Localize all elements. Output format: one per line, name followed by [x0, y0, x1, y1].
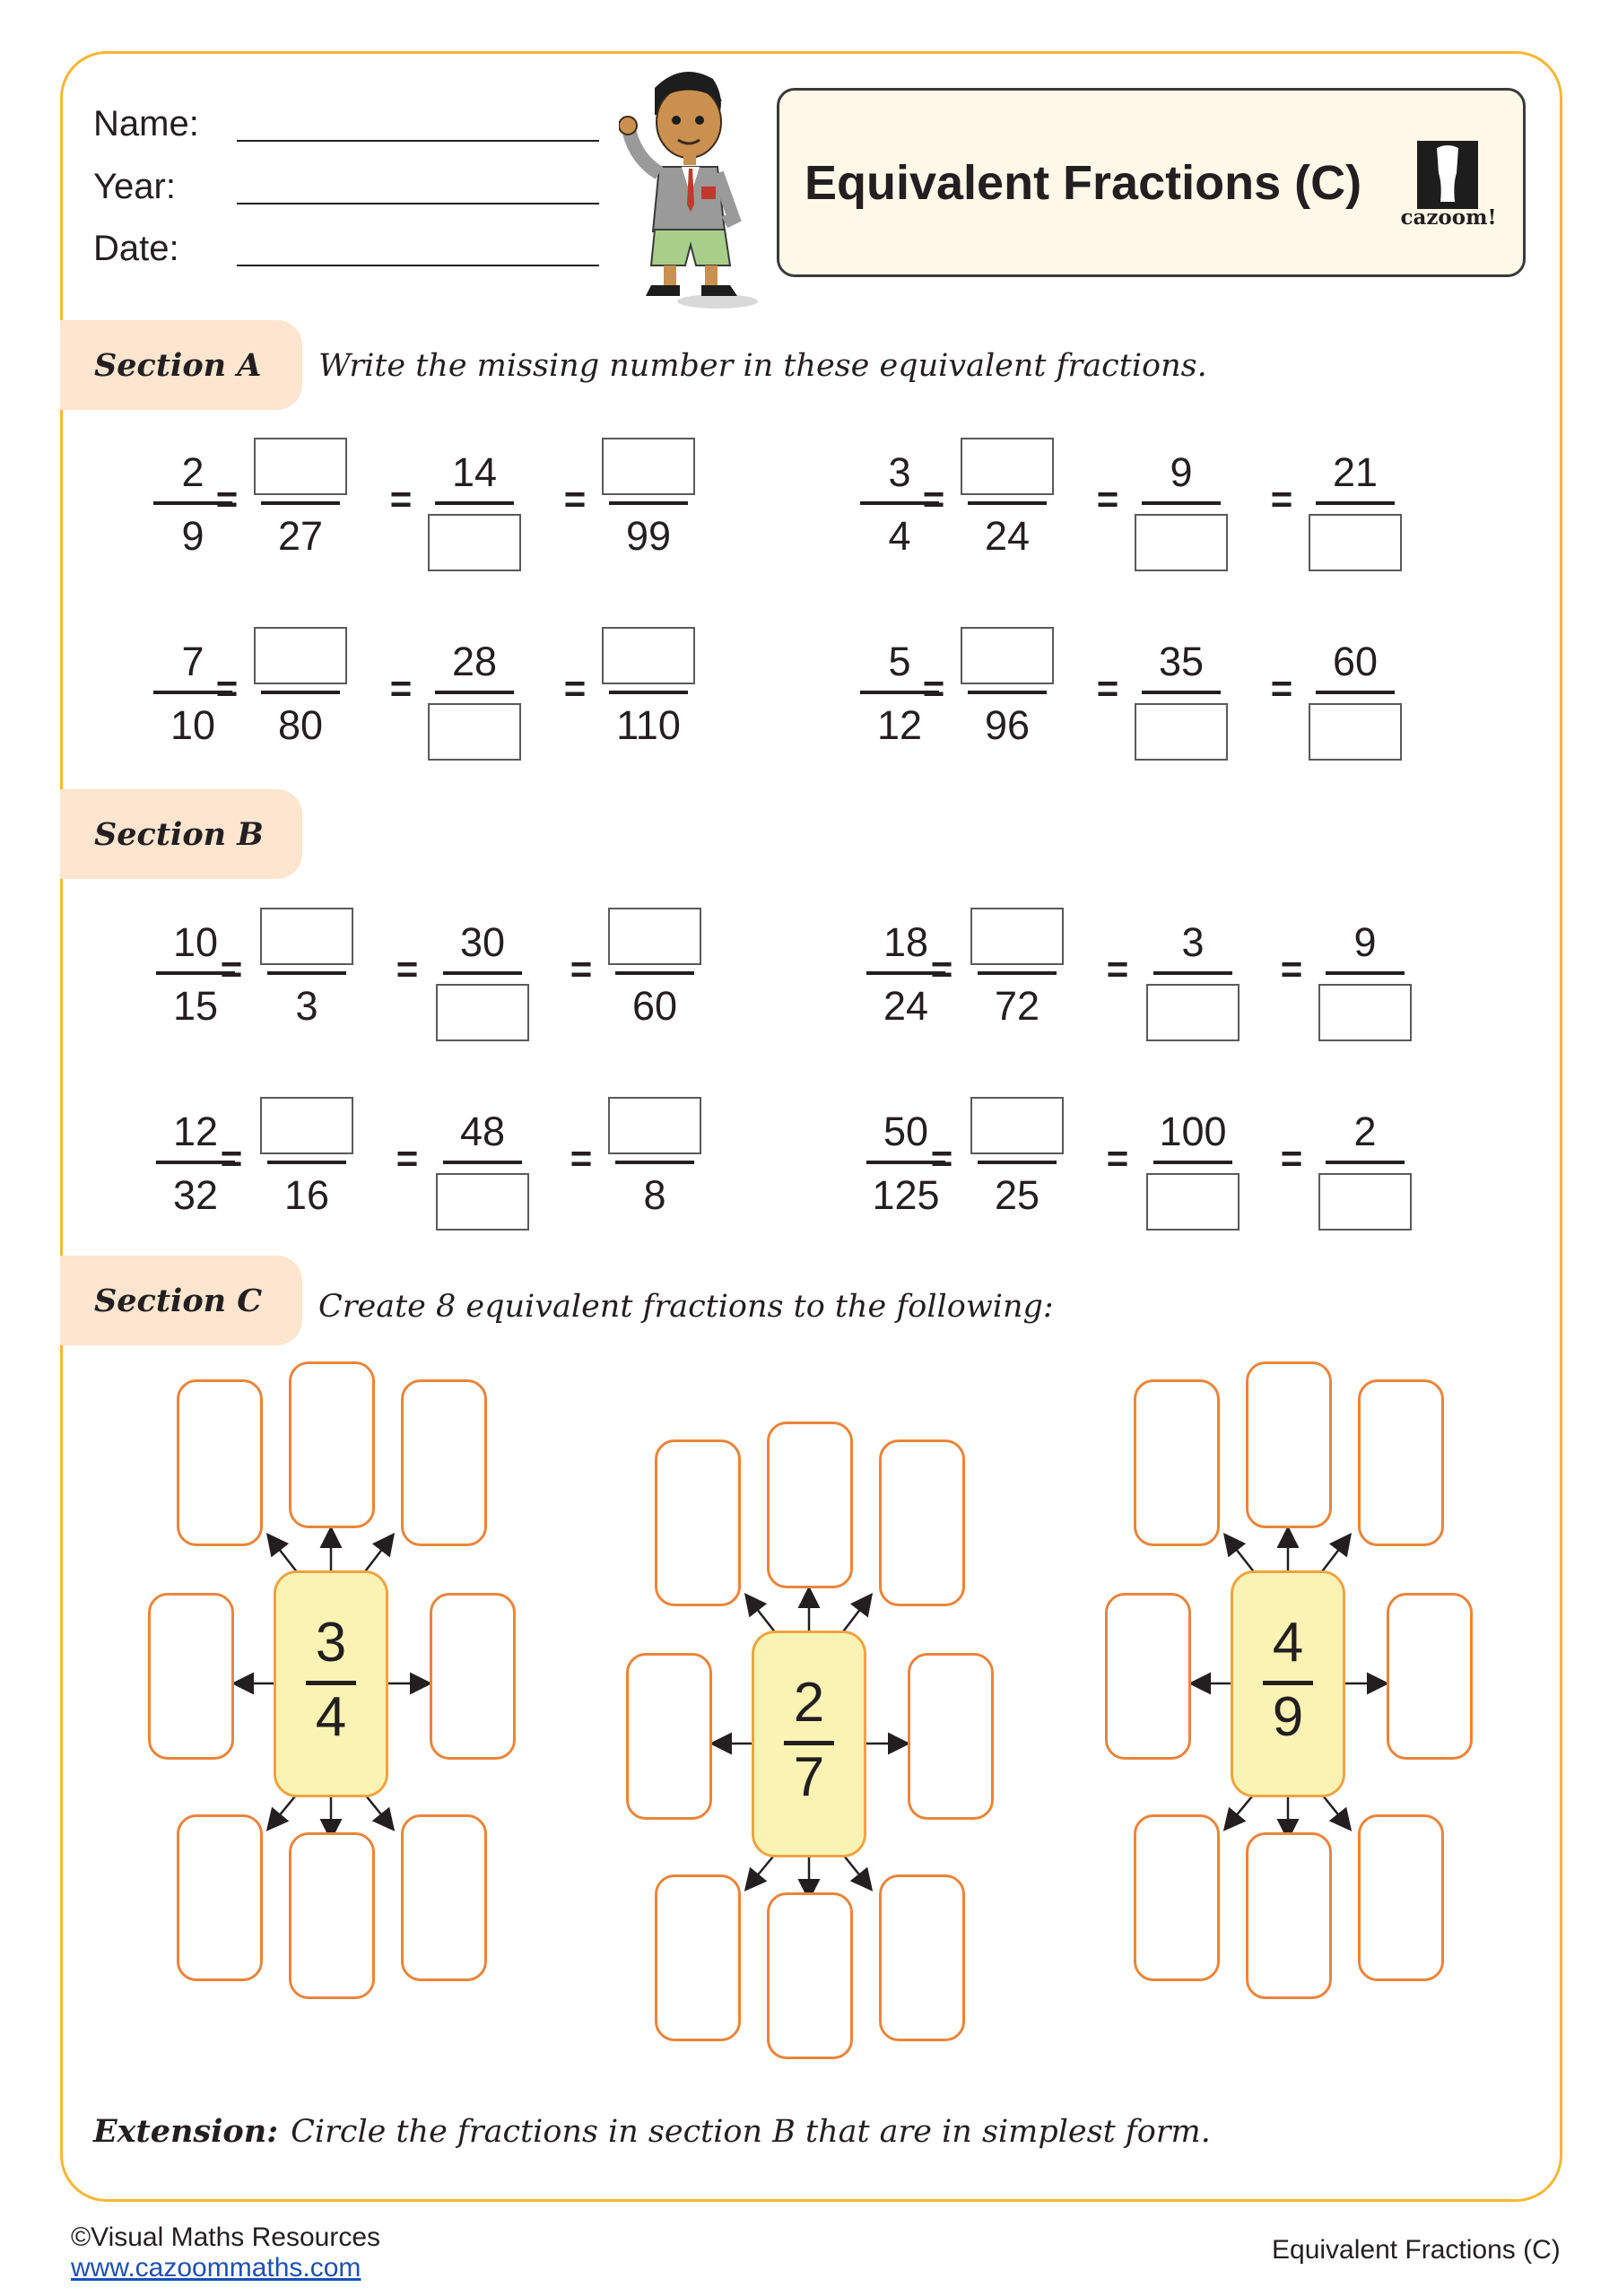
- equivalent-fraction-web: [148, 1361, 543, 2043]
- answer-box[interactable]: [1318, 1173, 1412, 1231]
- answer-box[interactable]: [1309, 514, 1402, 571]
- equals-sign: =: [570, 948, 593, 990]
- equals-sign: =: [930, 1137, 953, 1179]
- fraction-term: [260, 1089, 353, 1223]
- answer-box[interactable]: [401, 1379, 487, 1546]
- equals-sign: =: [215, 667, 239, 709]
- denominator: 25: [994, 1172, 1040, 1218]
- title-box: [777, 88, 1526, 277]
- fraction-bar: [784, 1741, 834, 1745]
- fraction-term: [970, 1089, 1064, 1223]
- answer-box[interactable]: [970, 1097, 1064, 1154]
- fraction-term: [608, 900, 701, 1034]
- fraction-equation: [853, 430, 1481, 564]
- fraction-term: [254, 619, 347, 753]
- denominator: 3: [295, 983, 318, 1029]
- answer-box[interactable]: [254, 438, 347, 495]
- footer-worksheet-title: Equivalent Fractions (C): [1272, 2235, 1561, 2265]
- fraction-term: [1309, 619, 1402, 753]
- answer-box[interactable]: [430, 1593, 516, 1760]
- fraction-bar: [968, 691, 1047, 694]
- fraction-bar: [1142, 691, 1221, 694]
- numerator: 5: [888, 639, 911, 684]
- answer-box[interactable]: [970, 908, 1064, 965]
- numerator: 2: [181, 449, 204, 495]
- fraction-term: [602, 430, 695, 564]
- answer-box[interactable]: [1146, 984, 1240, 1041]
- fraction-term: [428, 619, 521, 753]
- answer-box[interactable]: [961, 627, 1054, 684]
- fraction-bar: [443, 971, 522, 975]
- fraction-bar: [267, 1161, 346, 1164]
- equivalent-fraction-web: [626, 1422, 1021, 2103]
- answer-box[interactable]: [879, 1874, 965, 2041]
- answer-box[interactable]: [602, 438, 695, 495]
- fraction-term: [1318, 1089, 1412, 1223]
- numerator: 48: [459, 1109, 506, 1154]
- equals-sign: =: [563, 478, 587, 520]
- numerator: 9: [1170, 449, 1193, 495]
- fraction-bar: [609, 691, 688, 694]
- fraction-bar: [1142, 501, 1221, 505]
- fraction-bar: [435, 501, 514, 505]
- denominator: 24: [984, 513, 1031, 559]
- answer-box[interactable]: [961, 438, 1054, 495]
- answer-box[interactable]: [1387, 1593, 1473, 1760]
- numerator: 60: [1332, 639, 1379, 684]
- numerator: 100: [1159, 1109, 1227, 1154]
- denominator: 16: [283, 1172, 330, 1218]
- answer-box[interactable]: [1246, 1832, 1332, 1999]
- equals-sign: =: [1280, 1137, 1303, 1179]
- fraction-bar: [306, 1681, 356, 1685]
- denominator: 110: [616, 702, 681, 748]
- section-a-tab: [60, 320, 302, 410]
- denominator: 24: [883, 983, 929, 1029]
- answer-box[interactable]: [879, 1439, 965, 1606]
- answer-box[interactable]: [177, 1814, 263, 1981]
- fraction-bar: [1316, 501, 1395, 505]
- fraction-bar: [435, 691, 514, 694]
- answer-box[interactable]: [436, 1173, 529, 1231]
- denominator: 10: [170, 702, 216, 748]
- denominator: 72: [994, 983, 1040, 1029]
- answer-box[interactable]: [602, 627, 695, 684]
- numerator: 30: [459, 919, 506, 965]
- fraction-term: [428, 430, 521, 564]
- name-label: Name:: [93, 104, 199, 144]
- answer-box[interactable]: [401, 1814, 487, 1981]
- answer-box[interactable]: [626, 1653, 712, 1820]
- numerator: 3: [888, 449, 911, 495]
- equals-sign: =: [389, 667, 413, 709]
- answer-box[interactable]: [289, 1832, 375, 1999]
- section-a-instruction: Write the missing number in these equivalent fractions.: [318, 348, 1207, 384]
- fraction-term: [1146, 900, 1240, 1034]
- answer-box[interactable]: [1105, 1593, 1191, 1760]
- denominator: 8: [643, 1172, 666, 1218]
- numerator: 2: [1353, 1109, 1377, 1154]
- equals-sign: =: [922, 667, 945, 709]
- section-c-tab: [60, 1256, 302, 1345]
- cazoom-logo-text: cazoom!: [1400, 205, 1497, 230]
- target-fraction: [274, 1570, 388, 1797]
- numerator: 3: [1181, 919, 1205, 965]
- denominator: 125: [872, 1172, 940, 1218]
- year-label: Year:: [93, 167, 176, 206]
- answer-box[interactable]: [1134, 1814, 1220, 1981]
- fraction-term: [260, 900, 353, 1034]
- denominator: 12: [876, 702, 923, 748]
- date-label: Date:: [93, 229, 179, 268]
- boy-mascot-illustration: [619, 61, 762, 310]
- fraction-bar: [261, 501, 340, 505]
- equals-sign: =: [570, 1137, 593, 1179]
- denominator: 32: [172, 1172, 219, 1218]
- fraction-equation: [853, 619, 1481, 753]
- numerator: 35: [1158, 639, 1205, 684]
- fraction-term: [961, 619, 1054, 753]
- denominator: 96: [984, 702, 1031, 748]
- answer-box[interactable]: [1146, 1173, 1240, 1231]
- fraction-term: [436, 1089, 529, 1223]
- fraction-bar: [978, 1161, 1057, 1164]
- equals-sign: =: [1106, 1137, 1129, 1179]
- fraction-term: [608, 1089, 701, 1223]
- numerator: 9: [1353, 919, 1377, 965]
- answer-box[interactable]: [1135, 703, 1228, 761]
- fraction-term: [970, 900, 1064, 1034]
- section-b-tab: [60, 789, 302, 879]
- equals-sign: =: [1106, 948, 1129, 990]
- numerator: 4: [1272, 1612, 1304, 1674]
- worksheet-title: Equivalent Fractions (C): [805, 156, 1362, 210]
- numerator: 3: [315, 1612, 347, 1674]
- fraction-equation: [859, 1089, 1487, 1223]
- fraction-term: [1309, 430, 1402, 564]
- equals-sign: =: [396, 1137, 419, 1179]
- fraction-bar: [1263, 1681, 1313, 1685]
- answer-box[interactable]: [177, 1379, 263, 1546]
- answer-box[interactable]: [1318, 984, 1412, 1041]
- answer-box[interactable]: [254, 627, 347, 684]
- fraction-term: [1318, 900, 1412, 1034]
- fraction-bar: [615, 1161, 694, 1164]
- fraction-bar: [968, 501, 1047, 505]
- equals-sign: =: [930, 948, 953, 990]
- denominator: 60: [631, 983, 678, 1029]
- footer-copyright: ©Visual Maths Resources: [71, 2222, 381, 2252]
- fraction-equation: [859, 900, 1487, 1034]
- equivalent-fraction-web: [1105, 1361, 1500, 2043]
- answer-box[interactable]: [908, 1653, 994, 1820]
- equals-sign: =: [1270, 667, 1293, 709]
- numerator: 7: [181, 639, 204, 684]
- answer-box[interactable]: [289, 1361, 375, 1528]
- target-fraction: [752, 1631, 866, 1857]
- fraction-equation: [149, 1089, 777, 1223]
- numerator: 2: [793, 1672, 825, 1734]
- section-a-label: Section A: [94, 347, 262, 384]
- fraction-bar: [978, 971, 1057, 975]
- extension-text: Circle the fractions in section B that are in simplest form.: [291, 2114, 1211, 2150]
- answer-box[interactable]: [767, 1892, 853, 2059]
- answer-box[interactable]: [608, 1097, 701, 1154]
- equals-sign: =: [1096, 478, 1119, 520]
- equals-sign: =: [1270, 478, 1293, 520]
- fraction-equation: [149, 900, 777, 1034]
- equals-sign: =: [1280, 948, 1303, 990]
- denominator: 9: [181, 513, 204, 559]
- answer-box[interactable]: [655, 1439, 741, 1606]
- answer-box[interactable]: [260, 908, 353, 965]
- fraction-bar: [261, 691, 340, 694]
- answer-box[interactable]: [148, 1593, 234, 1760]
- numerator: 21: [1332, 449, 1379, 495]
- section-c-label: Section C: [94, 1283, 263, 1319]
- fraction-term: [1135, 430, 1228, 564]
- answer-box[interactable]: [1134, 1379, 1220, 1546]
- denominator: 4: [315, 1686, 347, 1748]
- equals-sign: =: [563, 667, 587, 709]
- fraction-equation: [146, 619, 774, 753]
- fraction-term: [1146, 1089, 1240, 1223]
- denominator: 27: [277, 513, 324, 559]
- answer-box[interactable]: [655, 1874, 741, 2041]
- denominator: 80: [277, 702, 324, 748]
- equals-sign: =: [215, 478, 239, 520]
- numerator: 12: [172, 1109, 219, 1154]
- equals-sign: =: [220, 948, 243, 990]
- answer-box[interactable]: [1358, 1814, 1444, 1981]
- fraction-equation: [146, 430, 774, 564]
- fraction-bar: [1153, 971, 1232, 975]
- fraction-bar: [609, 501, 688, 505]
- extension-label: Extension:: [93, 2113, 279, 2150]
- equals-sign: =: [396, 948, 419, 990]
- answer-box[interactable]: [428, 514, 521, 571]
- fraction-bar: [1153, 1161, 1232, 1164]
- name-line[interactable]: [237, 140, 599, 142]
- fraction-bar: [615, 971, 694, 975]
- answer-box[interactable]: [1358, 1379, 1444, 1546]
- year-line[interactable]: [237, 203, 599, 204]
- answer-box[interactable]: [436, 984, 529, 1041]
- fraction-term: [961, 430, 1054, 564]
- answer-box[interactable]: [608, 908, 701, 965]
- fraction-term: [254, 430, 347, 564]
- answer-box[interactable]: [1135, 514, 1228, 571]
- fraction-term: [602, 619, 695, 753]
- numerator: 10: [172, 919, 219, 965]
- equals-sign: =: [220, 1137, 243, 1179]
- numerator: 28: [451, 639, 498, 684]
- answer-box[interactable]: [1309, 703, 1402, 761]
- numerator: 14: [451, 449, 498, 495]
- fraction-term: [436, 900, 529, 1034]
- equals-sign: =: [389, 478, 413, 520]
- footer-website-link[interactable]: www.cazoommaths.com: [71, 2253, 361, 2283]
- fraction-bar: [1326, 1161, 1405, 1164]
- fraction-bar: [1316, 691, 1395, 694]
- numerator: 18: [883, 919, 929, 965]
- section-b-label: Section B: [94, 816, 264, 853]
- target-fraction: [1231, 1570, 1345, 1797]
- denominator: 4: [888, 513, 911, 559]
- equals-sign: =: [1096, 667, 1119, 709]
- denominator: 99: [625, 513, 672, 559]
- denominator: 15: [172, 983, 219, 1029]
- denominator: 9: [1272, 1686, 1304, 1748]
- numerator: 50: [883, 1109, 929, 1154]
- denominator: 7: [793, 1746, 825, 1808]
- fraction-bar: [443, 1161, 522, 1164]
- answer-box[interactable]: [767, 1422, 853, 1588]
- section-c-instruction: Create 8 equivalent fractions to the following:: [318, 1289, 1054, 1325]
- fraction-bar: [267, 971, 346, 975]
- answer-box[interactable]: [260, 1097, 353, 1154]
- answer-box[interactable]: [428, 703, 521, 761]
- equals-sign: =: [922, 478, 945, 520]
- extension-task: [93, 2113, 1211, 2150]
- answer-box[interactable]: [1246, 1361, 1332, 1528]
- date-line[interactable]: [237, 265, 599, 266]
- fraction-term: [1135, 619, 1228, 753]
- cazoom-logo-icon: [1414, 137, 1482, 213]
- fraction-bar: [1326, 971, 1405, 975]
